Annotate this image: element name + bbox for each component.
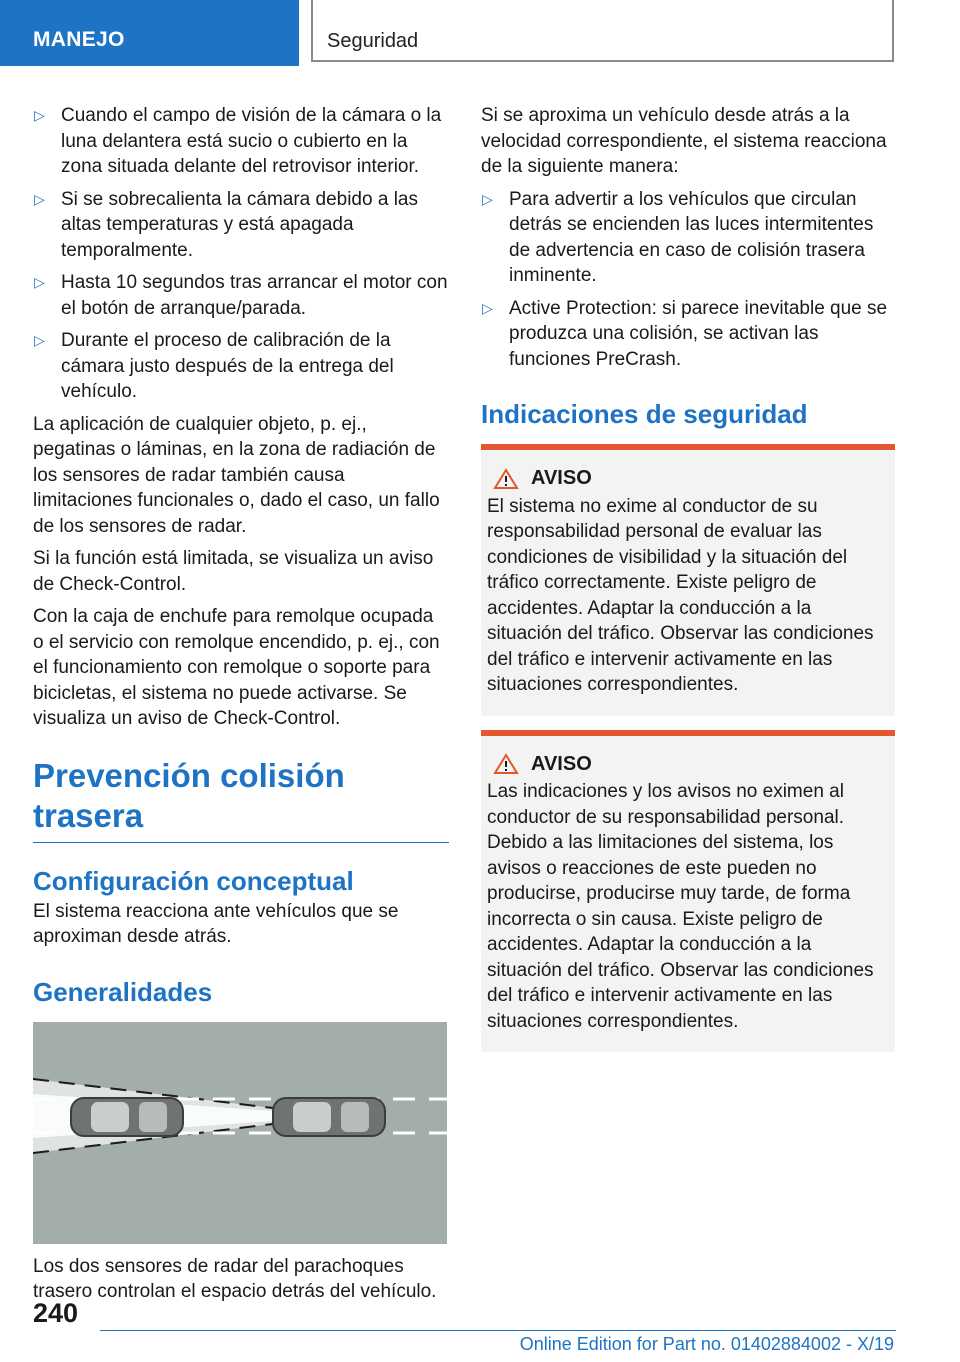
- radar-illustration: [33, 1022, 447, 1244]
- figure-caption: Los dos sensores de radar del parachoques trasero controlan el espacio detrás del vehículo.: [33, 1255, 437, 1302]
- list-item: ▷ Hasta 10 segundos tras arrancar el motor con el botón de arranque/parada.: [34, 272, 448, 319]
- footer-rule: [100, 1330, 896, 1331]
- left-column: [33, 103, 449, 1312]
- bullet-triangle-icon: ▷: [482, 299, 493, 316]
- list-item: ▷ Si se sobrecalienta la cámara debido a las altas temperaturas y está apagada temporalmente.: [34, 188, 418, 261]
- list-item: ▷ Para advertir a los vehículos que circulan detrás se encienden las luces intermitentes de advertencia en caso de colisión trasera inminente.: [482, 188, 874, 286]
- chapter-heading: Prevención colisión trasera: [33, 756, 449, 843]
- header-subsection-tab: [311, 0, 894, 62]
- header-section-label: MANEJO: [33, 28, 125, 51]
- warning-triangle-icon: [493, 468, 519, 490]
- warning-box: [481, 730, 895, 1053]
- list-item: ▷ Cuando el campo de visión de la cámara o la luna delantera está sucio o cubierto en la zona situada delante del retrovisor interior.: [34, 105, 442, 177]
- body-paragraph: Con la caja de enchufe para remolque ocupada o el servicio con remolque encendido, p. ej., con el funcionamiento con remolque o soporte para bicicletas, el sistema no puede activarse. Se visualiza un aviso de Check-Control.: [33, 606, 440, 729]
- footer-edition: Online Edition for Part no. 01402884002 - X/19: [519, 1334, 894, 1354]
- warning-triangle-icon: [493, 753, 519, 775]
- bullet-triangle-icon: ▷: [34, 274, 45, 290]
- right-column: [481, 103, 895, 1066]
- bullet-triangle-icon: ▷: [34, 190, 45, 207]
- front-car-icon: [273, 1098, 385, 1136]
- body-paragraph: Si la función está limitada, se visualiza un aviso de Check-Control.: [33, 548, 434, 595]
- bullet-triangle-icon: ▷: [34, 332, 45, 348]
- section-heading: Indicaciones de seguridad: [481, 399, 808, 429]
- header-subsection-label: Seguridad: [327, 30, 419, 52]
- body-paragraph: Si se aproxima un vehículo desde atrás a la velocidad correspondiente, el sistema reacciona de la siguiente manera:: [481, 105, 887, 177]
- page-number: 240: [33, 1298, 79, 1328]
- body-paragraph: La aplicación de cualquier objeto, p. ej., pegatinas o láminas, en la zona de radiación de los sensores de radar también causa limitaciones funcionales o, dado el caso, un fallo de los sensores de radar.: [33, 413, 440, 537]
- rear-car-icon: [71, 1098, 183, 1136]
- bullet-triangle-icon: ▷: [482, 190, 493, 207]
- body-paragraph: El sistema reacciona ante vehículos que se aproximan desde atrás.: [33, 900, 399, 947]
- list-item: ▷ Durante el proceso de calibración de la cámara justo después de la entrega del vehículo.: [34, 330, 394, 402]
- warning-title: AVISO: [531, 752, 592, 775]
- section-heading: Generalidades: [33, 976, 213, 1007]
- warning-text: Las indicaciones y los avisos no eximen al conductor de su responsabilidad personal. Debido a las limitaciones del sistema, los avisos o reacciones de este pueden no producirse, producirse muy tarde, de forma incorrecta o sin causa. Existe peligro de accidentes. Adaptar la conducción a la situación del tráfico. Observar las condiciones del tráfico e intervenir activamente en las situaciones correspondientes.: [487, 781, 874, 1032]
- radar-diagram: [33, 1022, 447, 1244]
- bullet-triangle-icon: ▷: [34, 107, 45, 123]
- warning-box: [481, 444, 895, 716]
- list-item: ▷ Active Protection: si parece inevitable que se produzca una colisión, se activan las funciones PreCrash.: [482, 297, 888, 370]
- header-section-tab: [0, 0, 299, 66]
- warning-title: AVISO: [531, 467, 592, 489]
- warning-text: El sistema no exime al conductor de su responsabilidad personal de evaluar las condiciones de visibilidad y la situación del tráfico correctamente. Existe peligro de accidentes. Adaptar la conducción a la situación del tráfico. Observar las condiciones del tráfico e intervenir activamente en las situaciones correspondientes.: [487, 495, 874, 695]
- section-heading: Configuración conceptual: [33, 865, 354, 896]
